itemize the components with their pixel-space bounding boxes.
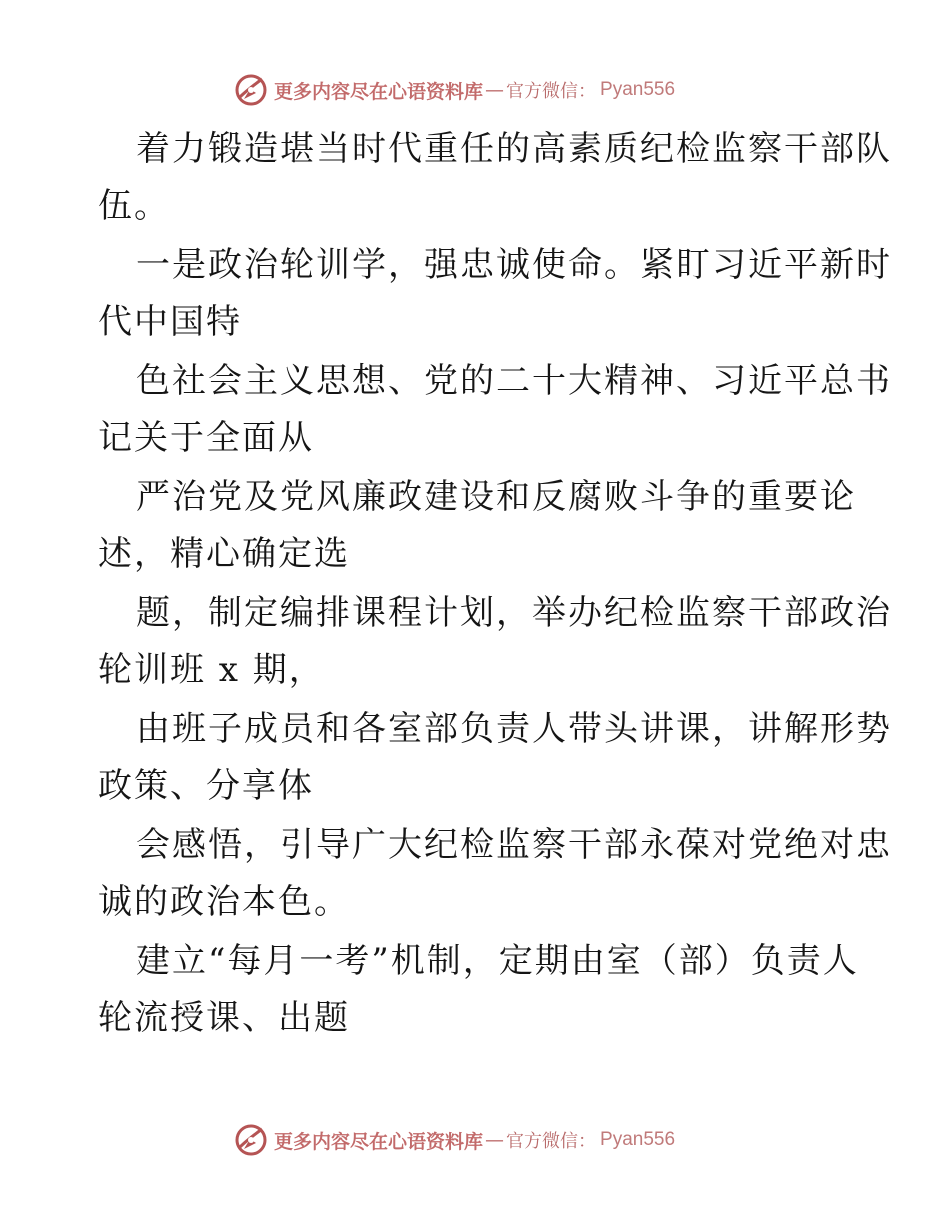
text-line: 会感悟，引导广大纪检监察干部永葆对党绝对忠 bbox=[136, 825, 892, 865]
text-line: 伍。 bbox=[98, 186, 170, 226]
text-line: 一是政治轮训学，强忠诚使命。紧盯习近平新时 bbox=[136, 245, 892, 285]
text-line: 政策、分享体 bbox=[98, 766, 314, 806]
watermark-separator: — bbox=[485, 79, 505, 101]
text-line: 建立“每月一考”机制，定期由室（部）负责人 bbox=[136, 941, 859, 981]
watermark-separator: — bbox=[485, 1129, 505, 1151]
footer-watermark bbox=[234, 1122, 675, 1158]
pen-circle-logo-icon bbox=[234, 73, 268, 107]
pen-circle-logo-icon bbox=[234, 1123, 268, 1157]
text-line: 记关于全面从 bbox=[98, 418, 314, 458]
text-line: 诚的政治本色。 bbox=[98, 882, 350, 922]
watermark-wechat-label: 官方微信： bbox=[506, 1131, 597, 1152]
watermark-text: 更多内容尽在心语资料库 bbox=[274, 80, 484, 103]
watermark-wechat-id: Pyan556 bbox=[600, 1129, 676, 1150]
watermark-wechat-label: 官方微信： bbox=[506, 81, 597, 102]
text-line: 由班子成员和各室部负责人带头讲课，讲解形势 bbox=[136, 709, 892, 749]
text-line: 轮训班 x 期， bbox=[98, 650, 325, 690]
header-watermark bbox=[234, 72, 675, 108]
text-line: 色社会主义思想、党的二十大精神、习近平总书 bbox=[136, 361, 892, 401]
text-line: 着力锻造堪当时代重任的高素质纪检监察干部队 bbox=[136, 129, 892, 169]
text-line: 严治党及党风廉政建设和反腐败斗争的重要论 bbox=[136, 477, 856, 517]
text-line: 轮流授课、出题 bbox=[98, 998, 350, 1038]
watermark-text: 更多内容尽在心语资料库 bbox=[274, 1130, 484, 1153]
watermark-wechat-id: Pyan556 bbox=[600, 79, 676, 100]
text-line: 述，精心确定选 bbox=[98, 534, 350, 574]
text-line: 代中国特 bbox=[98, 302, 242, 342]
text-line: 题，制定编排课程计划，举办纪检监察干部政治 bbox=[136, 593, 892, 633]
